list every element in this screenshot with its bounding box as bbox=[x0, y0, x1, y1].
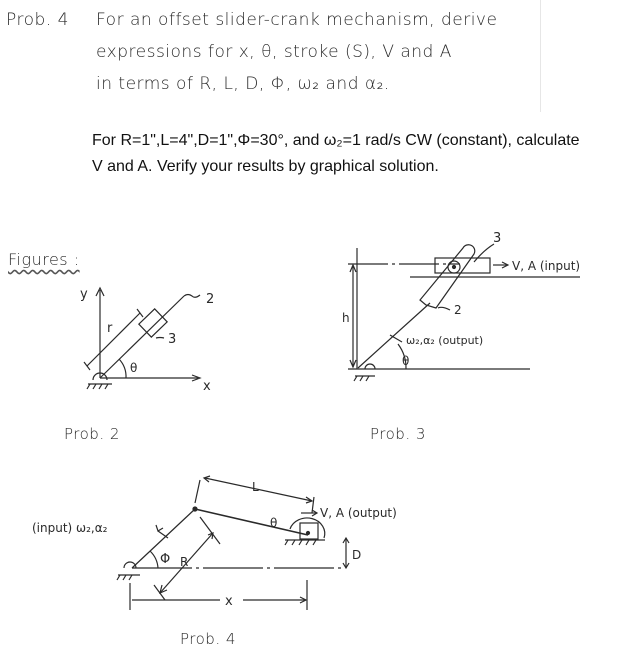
problem-line-1: For an offset slider-crank mechanism, derive bbox=[96, 10, 498, 30]
prob3-link2-label: 2 bbox=[454, 303, 462, 317]
prob3-diagram bbox=[330, 230, 620, 410]
prob2-diagram bbox=[60, 280, 240, 400]
problem-number: Prob. 4 bbox=[6, 10, 69, 30]
prob4-R-label: R bbox=[180, 555, 189, 569]
prob3-h-label: h bbox=[342, 311, 350, 325]
prob4-diagram bbox=[20, 465, 460, 615]
problem-line-3: in terms of R, L, D, Φ, ω₂ and α₂. bbox=[96, 74, 390, 94]
prob3-link3-label: 3 bbox=[493, 231, 502, 246]
prob4-theta-label: θ bbox=[270, 516, 278, 530]
prob2-theta-label: θ bbox=[130, 361, 138, 375]
prob4-D-label: D bbox=[352, 548, 362, 562]
given-values-line-1: For R=1",L=4",D=1",Φ=30°, and ω₂=1 rad/s CW (constant), calculate bbox=[92, 132, 580, 149]
prob4-phi-label: Φ bbox=[160, 552, 171, 567]
prob2-r-label: r bbox=[107, 321, 113, 336]
prob4-L-label: L bbox=[252, 480, 259, 494]
prob3-input-label: V, A (input) bbox=[512, 259, 581, 273]
prob2-link2-label: 2 bbox=[206, 292, 215, 307]
prob2-caption: Prob. 2 bbox=[64, 425, 120, 443]
problem-line-2: expressions for x, θ, stroke (S), V and A bbox=[96, 42, 452, 62]
handwritten-problem-statement bbox=[0, 0, 541, 112]
prob4-input-label: (input) ω₂,α₂ bbox=[32, 521, 108, 535]
prob3-theta-label: θ bbox=[402, 354, 410, 368]
given-values-line-2: V and A. Verify your results by graphical solution. bbox=[92, 158, 439, 175]
prob4-output-label: V, A (output) bbox=[320, 506, 397, 520]
prob2-y-label: y bbox=[80, 287, 88, 302]
prob2-link3-label: 3 bbox=[168, 332, 177, 347]
prob3-output-label: ω₂,α₂ (output) bbox=[406, 334, 484, 347]
prob4-x-label: x bbox=[225, 594, 233, 609]
figures-heading: Figures : bbox=[8, 250, 80, 269]
prob2-x-label: x bbox=[203, 379, 211, 394]
prob4-caption: Prob. 4 bbox=[180, 630, 236, 648]
prob3-caption: Prob. 3 bbox=[370, 425, 426, 443]
